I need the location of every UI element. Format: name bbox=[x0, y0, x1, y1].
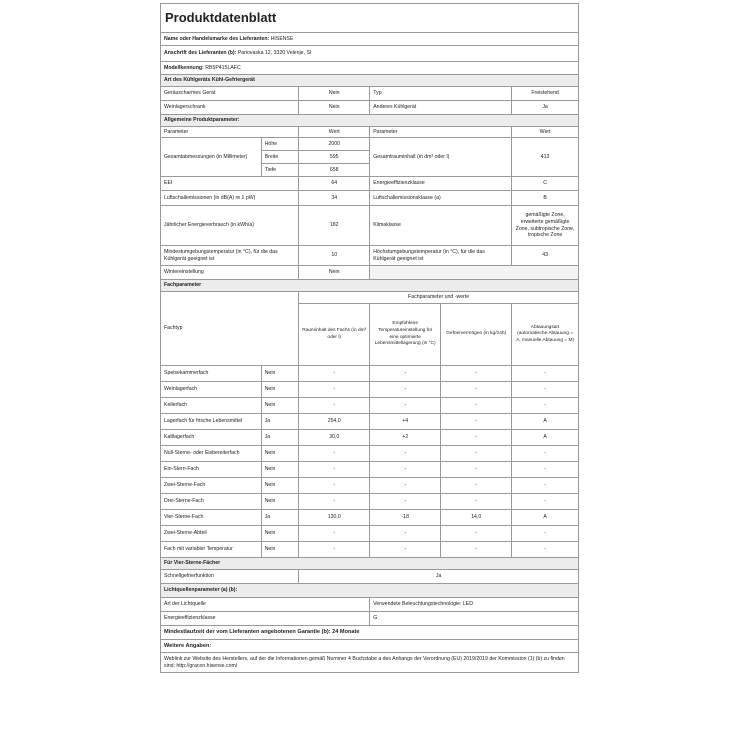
compartment-present: Nein bbox=[261, 526, 299, 542]
compartment-name: Weinlagerfach bbox=[161, 382, 261, 398]
compartment-volume: - bbox=[299, 526, 370, 542]
compartment-present: Nein bbox=[261, 366, 299, 382]
general-heading: Allgemeine Produktparameter: bbox=[161, 115, 579, 127]
compartment-present: Nein bbox=[261, 478, 299, 494]
supplier-address-value: Pariovaska 12, 3320 Velenje, SI bbox=[237, 50, 312, 57]
compartment-name: Kellerfach bbox=[161, 398, 261, 414]
page-title: Produktdatenblatt bbox=[161, 4, 579, 33]
total-volume-label: Gesamtrauminhalt (in dm³ oder l) bbox=[370, 138, 512, 177]
compartment-name: Kaltlagerfach bbox=[161, 430, 261, 446]
empty-cell bbox=[370, 266, 579, 280]
dim-label: Höhe bbox=[261, 138, 299, 151]
winter-value: Nein bbox=[299, 266, 370, 280]
four-star-heading: Für Vier-Sterne-Fächer bbox=[161, 558, 579, 570]
col-compartment-type: Fachtyp bbox=[161, 292, 299, 366]
device-label2: Typ bbox=[370, 87, 512, 101]
param-value: 10 bbox=[299, 246, 370, 266]
compartment-temperature: +4 bbox=[370, 414, 441, 430]
light-value: G bbox=[370, 612, 579, 626]
compartment-temperature: +2 bbox=[370, 430, 441, 446]
dim-label: Tiefe bbox=[261, 164, 299, 177]
compartment-present: Nein bbox=[261, 398, 299, 414]
compartment-name: Zwei-Sterne-Abteil bbox=[161, 526, 261, 542]
compartment-row bbox=[161, 430, 579, 446]
compartment-freezing-capacity: - bbox=[441, 542, 512, 558]
param-label2: Luftschallemissionsklasse (a) bbox=[370, 191, 512, 206]
compartment-row bbox=[161, 446, 579, 462]
dim-label: Breite bbox=[261, 151, 299, 164]
supplier-name-label: Name oder Handelsmarke des Lieferanten: bbox=[164, 35, 270, 42]
device-label: Weinlagerschrank bbox=[161, 101, 299, 115]
total-volume-value: 413 bbox=[512, 138, 579, 177]
supplier-address-label: Anschrift des Lieferanten (b): bbox=[164, 50, 237, 57]
param-value2: B bbox=[512, 191, 579, 206]
col-freezing-capacity: Gefriervermögen (in kg/24h) bbox=[441, 304, 512, 366]
compartment-defrost-type: - bbox=[512, 446, 579, 462]
param-label2: Energieeffizienzklasse bbox=[370, 177, 512, 191]
compartment-row bbox=[161, 414, 579, 430]
compartment-defrost-type: A bbox=[512, 430, 579, 446]
compartment-defrost-type: A bbox=[512, 510, 579, 526]
compartment-defrost-type: A bbox=[512, 414, 579, 430]
dim-value: 595 bbox=[299, 151, 370, 164]
col-value2: Wert bbox=[512, 127, 579, 138]
compartment-freezing-capacity: - bbox=[441, 462, 512, 478]
compartment-volume: 254,0 bbox=[299, 414, 370, 430]
compartment-temperature: - bbox=[370, 446, 441, 462]
compartment-freezing-capacity: - bbox=[441, 526, 512, 542]
col-value: Wert bbox=[299, 127, 370, 138]
compartment-defrost-type: - bbox=[512, 494, 579, 510]
light-heading: Lichtquellenparameter (a) (b): bbox=[161, 584, 579, 598]
dim-value: 2000 bbox=[299, 138, 370, 151]
compartment-volume: - bbox=[299, 446, 370, 462]
compartment-freezing-capacity: - bbox=[441, 478, 512, 494]
compartment-row bbox=[161, 382, 579, 398]
col-defrost-type: Abtauungsart (automatische Abtauung = A, manuelle Abtauung = M) bbox=[512, 304, 579, 366]
compartment-defrost-type: - bbox=[512, 526, 579, 542]
compartment-defrost-type: - bbox=[512, 542, 579, 558]
compartment-name: Vier-Sterne-Fach bbox=[161, 510, 261, 526]
compartment-name: Fach mit variabler Temperatur bbox=[161, 542, 261, 558]
compartment-volume: - bbox=[299, 494, 370, 510]
compartment-temperature: - bbox=[370, 542, 441, 558]
warranty-text: Mindestlaufzeit der vom Lieferanten angebotenen Garantie (b): 24 Monate bbox=[161, 626, 579, 640]
fast-freeze-label: Schnellgefrierfunktion bbox=[161, 570, 299, 584]
compartment-row bbox=[161, 510, 579, 526]
compartment-freezing-capacity: - bbox=[441, 366, 512, 382]
compartment-volume: - bbox=[299, 382, 370, 398]
param-label: EEI bbox=[161, 177, 299, 191]
compartment-volume: - bbox=[299, 542, 370, 558]
light-label: Energieeffizienzklasse bbox=[161, 612, 370, 626]
compartment-present: Nein bbox=[261, 494, 299, 510]
compartments-group-header: Fachparameter und -werte bbox=[299, 292, 579, 304]
compartment-row bbox=[161, 398, 579, 414]
further-heading: Weitere Angaben: bbox=[161, 640, 579, 653]
supplier-address-row bbox=[161, 46, 579, 62]
param-label: Luftschallemissionen (in dB(A) re 1 pW) bbox=[161, 191, 299, 206]
light-label: Art der Lichtquelle bbox=[161, 598, 370, 612]
compartment-freezing-capacity: 14,0 bbox=[441, 510, 512, 526]
compartment-defrost-type: - bbox=[512, 462, 579, 478]
param-value2: gemäßigte Zone, erweiterte gemäßigte Zone, subtropische Zone, tropische Zone bbox=[512, 206, 579, 246]
model-label: Modellkennung: bbox=[164, 64, 204, 71]
compartments-heading: Fachparameter bbox=[161, 280, 579, 292]
model-value: RB5P415LAFC bbox=[205, 64, 241, 71]
supplier-name-row bbox=[161, 33, 579, 46]
compartment-row bbox=[161, 494, 579, 510]
model-row bbox=[161, 62, 579, 75]
device-type-heading: Art des Kühlgeräts Kühl-Gefriergerät bbox=[161, 75, 579, 87]
param-label: Mindestumgebungstemperatur (in °C), für die das Kühlgerät geeignet ist bbox=[161, 246, 299, 266]
compartment-present: Nein bbox=[261, 462, 299, 478]
compartment-volume: - bbox=[299, 478, 370, 494]
compartment-temperature: - bbox=[370, 526, 441, 542]
compartment-present: Nein bbox=[261, 382, 299, 398]
compartment-volume: 130,0 bbox=[299, 510, 370, 526]
compartment-temperature: - bbox=[370, 462, 441, 478]
col-param2: Parameter bbox=[370, 127, 512, 138]
device-value2: Ja bbox=[512, 101, 579, 115]
compartment-freezing-capacity: - bbox=[441, 382, 512, 398]
compartment-name: Zwei-Sterne-Fach bbox=[161, 478, 261, 494]
compartment-volume: - bbox=[299, 366, 370, 382]
compartment-freezing-capacity: - bbox=[441, 430, 512, 446]
compartment-row bbox=[161, 478, 579, 494]
compartment-defrost-type: - bbox=[512, 382, 579, 398]
compartment-temperature: - bbox=[370, 382, 441, 398]
compartment-present: Nein bbox=[261, 542, 299, 558]
device-value: Nein bbox=[299, 87, 370, 101]
compartment-freezing-capacity: - bbox=[441, 398, 512, 414]
param-value2: C bbox=[512, 177, 579, 191]
further-text: Weblink zur Website des Herstellers, auf der die Informationen gemäß Nummer 4 Buchstabe a des Anhangs der Verordnung (EU) 2019/2019 der Kommission (1) (b) zu finden sind: http://gracon.hisense.com/ bbox=[161, 653, 579, 673]
winter-label: Wintereinstellung bbox=[161, 266, 299, 280]
compartment-defrost-type: - bbox=[512, 366, 579, 382]
compartment-volume: 30,0 bbox=[299, 430, 370, 446]
compartment-volume: - bbox=[299, 462, 370, 478]
dimensions-label: Gesamtabmessungen (in Millimeter) bbox=[161, 138, 261, 177]
device-value: Nein bbox=[299, 101, 370, 115]
compartment-name: Drei-Sterne-Fach bbox=[161, 494, 261, 510]
compartment-temperature: - bbox=[370, 398, 441, 414]
param-value: 64 bbox=[299, 177, 370, 191]
device-label: Geräuscharmes Gerät bbox=[161, 87, 299, 101]
compartment-row bbox=[161, 526, 579, 542]
param-value2: 43 bbox=[512, 246, 579, 266]
compartment-present: Ja bbox=[261, 430, 299, 446]
supplier-name-value: HISENSE bbox=[270, 35, 294, 42]
compartment-row bbox=[161, 462, 579, 478]
param-value: 34 bbox=[299, 191, 370, 206]
compartment-defrost-type: - bbox=[512, 478, 579, 494]
compartment-freezing-capacity: - bbox=[441, 414, 512, 430]
param-label2: Höchstumgebungstemperatur (in °C), für die das Kühlgerät geeignet ist bbox=[370, 246, 512, 266]
compartment-name: Lagerfach für frische Lebensmittel bbox=[161, 414, 261, 430]
dim-value: 658 bbox=[299, 164, 370, 177]
compartment-row bbox=[161, 542, 579, 558]
compartment-freezing-capacity: - bbox=[441, 446, 512, 462]
param-label: Jährlicher Energieverbrauch (in kWh/a) bbox=[161, 206, 299, 246]
compartment-name: Speisekammerfach bbox=[161, 366, 261, 382]
compartment-present: Ja bbox=[261, 510, 299, 526]
compartment-name: Ein-Stern-Fach bbox=[161, 462, 261, 478]
compartment-rows bbox=[161, 366, 579, 558]
compartment-present: Ja bbox=[261, 414, 299, 430]
compartment-row bbox=[161, 366, 579, 382]
compartment-temperature: - bbox=[370, 478, 441, 494]
col-temperature: Empfohlene Temperatureinstellung für eine optimierte Lebensmittellagerung (in °C) bbox=[370, 304, 441, 366]
sheet-table bbox=[161, 4, 579, 673]
compartment-name: Null-Sterne- oder Eisbereiterfach bbox=[161, 446, 261, 462]
compartment-temperature: -18 bbox=[370, 510, 441, 526]
col-param: Parameter bbox=[161, 127, 299, 138]
device-value2: Freistehend bbox=[512, 87, 579, 101]
light-value: Verwendete Beleuchtungstechnologie: LED bbox=[370, 598, 579, 612]
compartment-present: Nein bbox=[261, 446, 299, 462]
compartment-defrost-type: - bbox=[512, 398, 579, 414]
compartment-freezing-capacity: - bbox=[441, 494, 512, 510]
compartment-temperature: - bbox=[370, 366, 441, 382]
col-volume: Rauminhalt des Fachs (in dm³ oder l) bbox=[299, 304, 370, 366]
compartment-temperature: - bbox=[370, 494, 441, 510]
product-data-sheet bbox=[160, 3, 579, 673]
fast-freeze-value: Ja bbox=[299, 570, 579, 584]
param-label2: Klimaklasse bbox=[370, 206, 512, 246]
device-label2: Anderes Kühlgerät bbox=[370, 101, 512, 115]
compartment-volume: - bbox=[299, 398, 370, 414]
param-value: 182 bbox=[299, 206, 370, 246]
